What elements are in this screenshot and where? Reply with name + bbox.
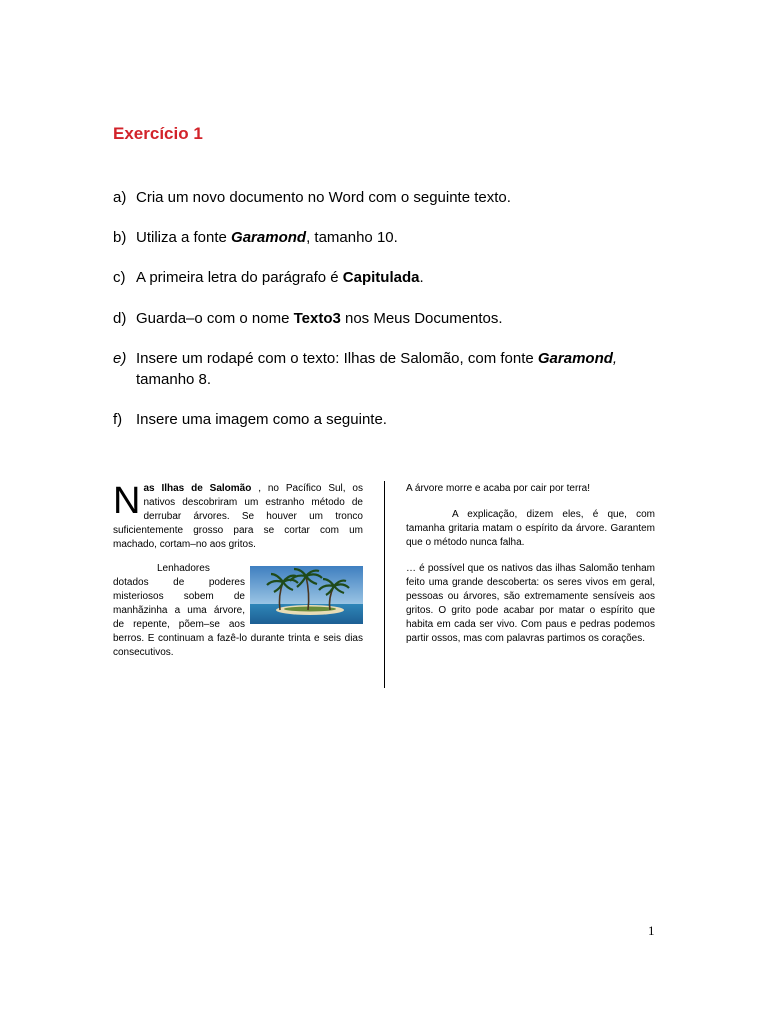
item-text: A primeira letra do parágrafo é Capitulada. bbox=[136, 269, 424, 286]
font-name-garamond: Garamond bbox=[537, 350, 613, 367]
column-divider bbox=[384, 481, 385, 688]
drop-cap: N bbox=[113, 480, 141, 522]
article-paragraph-5: … é possível que os nativos das ilhas Salomão tenham feito uma grande descoberta: os seres vivos em geral, pessoas ou árvores, são extremamente sensíveis aos gritos. O grito pode acabar por matar o espírito que habita em cada ser vivo. Com paus e pedras podemos partir ossos, mas com palavras partimos os corações. bbox=[406, 563, 655, 644]
item-text: Guarda–o com o nome Texto3 nos Meus Documentos. bbox=[136, 310, 503, 327]
article-right-column bbox=[406, 482, 655, 658]
item-label: b) bbox=[113, 229, 127, 246]
article-paragraph-3: A árvore morre e acaba por cair por terra! bbox=[406, 483, 590, 494]
page-number: 1 bbox=[648, 923, 655, 938]
article-paragraph-2: Lenhadores dotados de poderes misteriosos sobem de manhãzinha a uma árvore, de repente, põem–se aos berros. E continuam a fazê-lo durante trinta e seis dias consecutivos. bbox=[113, 563, 363, 658]
tropical-island-palm-trees-image bbox=[250, 566, 363, 624]
item-label: a) bbox=[113, 189, 127, 206]
item-text: Utiliza a fonte Garamond, tamanho 10. bbox=[136, 229, 398, 246]
keyword-texto3: Texto3 bbox=[293, 310, 341, 327]
item-label: f) bbox=[113, 411, 123, 428]
article-left-column bbox=[113, 482, 363, 660]
item-label: e) bbox=[113, 350, 127, 367]
font-name-garamond: Garamond bbox=[231, 229, 307, 246]
keyword-capitulada: Capitulada bbox=[342, 269, 420, 286]
item-label: c) bbox=[113, 269, 126, 286]
item-text: Cria um novo documento no Word com o seguinte texto. bbox=[136, 189, 511, 206]
item-text: Insere uma imagem como a seguinte. bbox=[136, 411, 387, 428]
item-text: Insere um rodapé com o texto: Ilhas de Salomão, com fonte Garamond, tamanho 8. bbox=[136, 350, 618, 388]
article-lead: as Ilhas de Salomão bbox=[143, 483, 252, 494]
item-label: d) bbox=[113, 310, 127, 327]
article-paragraph-1: Nas Ilhas de Salomão , no Pacífico Sul, os nativos descobriram um estranho método de derrubar árvores. Se houver um tronco suficientemente grosso para se cortar com um machado, cortam–no aos gritos. bbox=[113, 480, 363, 550]
exercise-title: Exercício 1 bbox=[113, 124, 203, 143]
article-paragraph-4: A explicação, dizem eles, é que, com tamanha gritaria matam o espírito da árvore. Garantem que o método nunca falha. bbox=[406, 509, 655, 548]
